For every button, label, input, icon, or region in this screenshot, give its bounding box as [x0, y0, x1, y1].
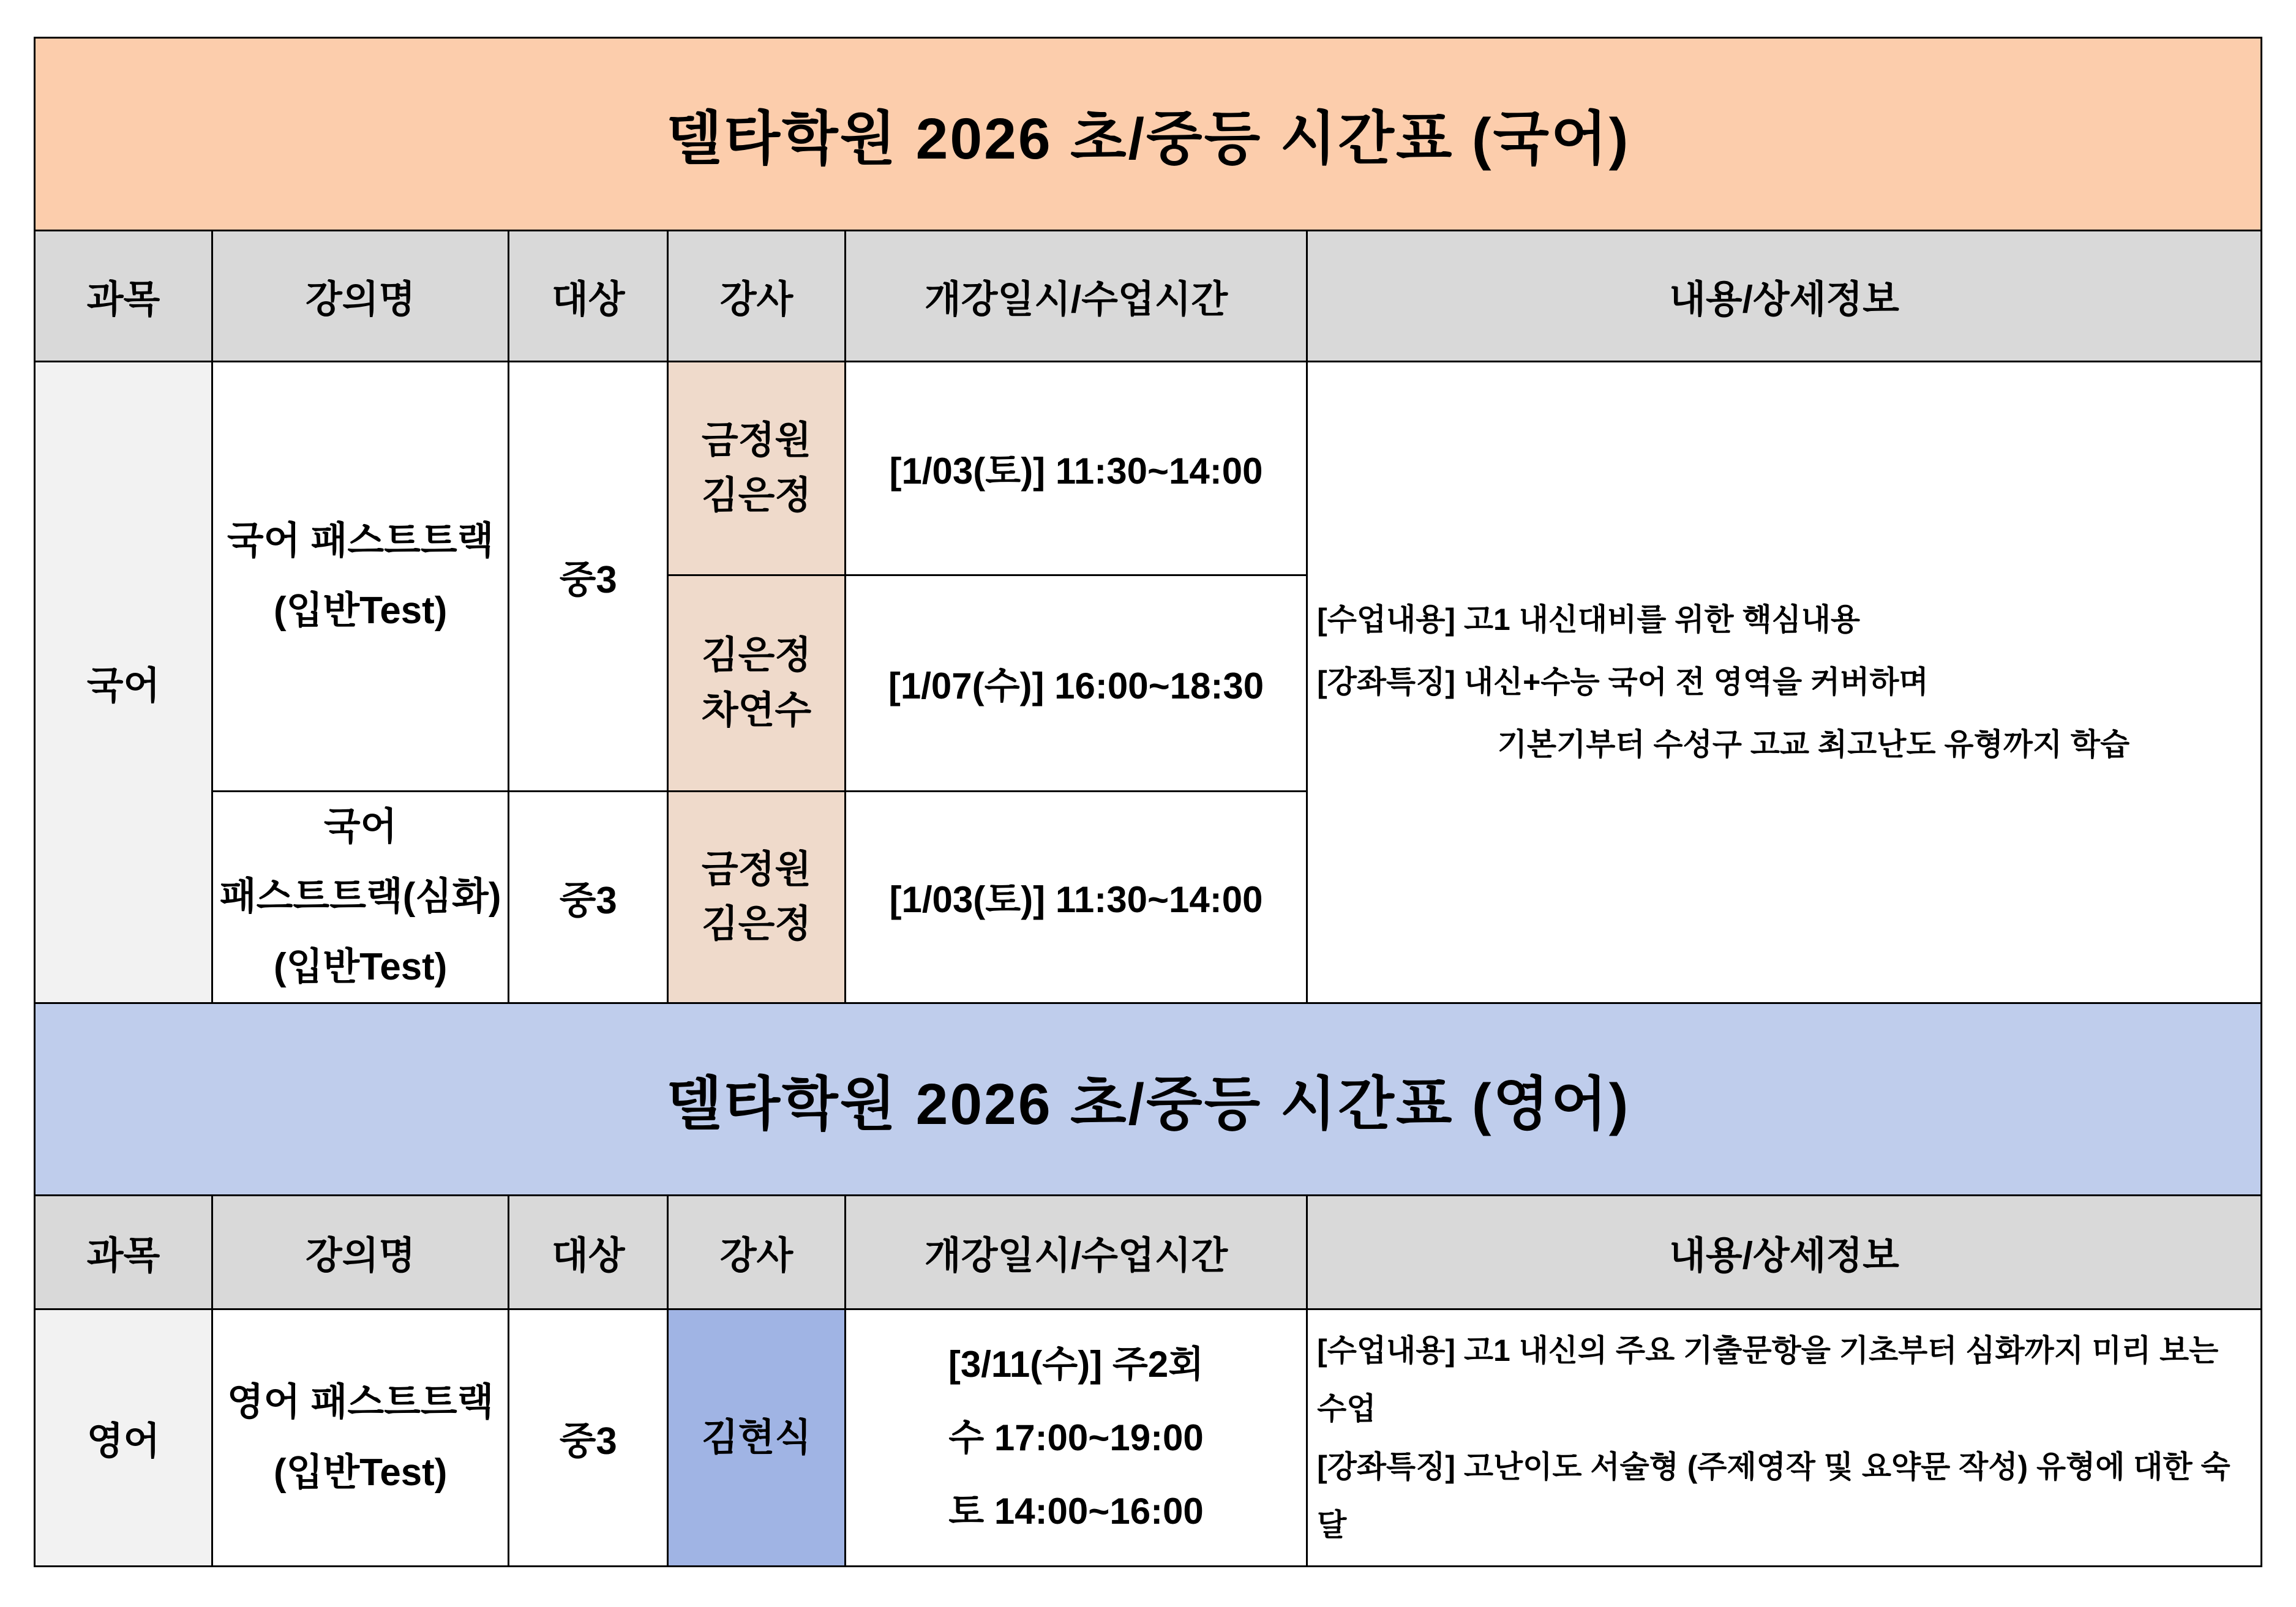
- english-course-name-line2: (입반Test): [274, 1451, 448, 1494]
- english-course-target-cell: 중3: [509, 1309, 668, 1567]
- korean-col-header-subject: 과목: [35, 230, 212, 361]
- korean-course2-target-cell: 중3: [509, 791, 668, 1003]
- english-course-teacher-cell: 김현식: [668, 1309, 846, 1567]
- korean-subject-cell: 국어: [35, 361, 212, 1003]
- korean-col-header-schedule: 개강일시/수업시간: [845, 230, 1307, 361]
- korean-timetable: [34, 230, 2262, 1005]
- english-col-header-subject: 과목: [35, 1196, 212, 1309]
- english-timetable: [34, 1194, 2262, 1567]
- korean-course2-name-cell: [212, 791, 508, 1003]
- english-time-line1: [3/11(수)] 주2회: [948, 1343, 1204, 1385]
- english-section-title-band: [34, 1002, 2262, 1197]
- english-row-1: [35, 1309, 2262, 1567]
- korean-session1-teacher1: 금정원: [701, 419, 812, 462]
- korean-session1-time-cell: [1/03(토)] 11:30~14:00: [845, 361, 1307, 575]
- korean-session1-teachers-cell: [668, 361, 846, 575]
- english-col-header-details: 내용/상세정보: [1307, 1196, 2262, 1309]
- korean-details-line1: [수업내용] 고1 내신대비를 위한 핵심내용: [1317, 602, 1861, 637]
- korean-course1-name-cell: [212, 361, 508, 791]
- english-col-header-schedule: 개강일시/수업시간: [845, 1196, 1307, 1309]
- korean-session2-teacher1: 김은정: [701, 634, 812, 676]
- korean-session2-teachers-cell: [668, 575, 846, 791]
- korean-course2-name-line1: 국어: [323, 805, 397, 848]
- korean-section-title: 델타학원 2026 초/중등 시간표 (국어): [666, 107, 1630, 172]
- korean-col-header-teacher: 강사: [668, 230, 846, 361]
- english-course-name-cell: [212, 1309, 508, 1567]
- english-course-name-line1: 영어 패스트트랙: [227, 1381, 494, 1424]
- english-header-row: [35, 1196, 2262, 1309]
- english-details-line1: [수업내용] 고1 내신의 주요 기출문항을 기초부터 심화까지 미리 보는 수업: [1317, 1333, 2219, 1426]
- english-col-header-target: 대상: [509, 1196, 668, 1309]
- korean-course2-teacher1: 금정원: [701, 848, 812, 891]
- korean-course2-time-cell: [1/03(토)] 11:30~14:00: [845, 791, 1307, 1003]
- korean-session2-time-cell: [1/07(수)] 16:00~18:30: [845, 575, 1307, 791]
- korean-session1-teacher2: 김은정: [701, 474, 812, 517]
- korean-col-header-details: 내용/상세정보: [1307, 230, 2262, 361]
- english-section-title: 델타학원 2026 초/중등 시간표 (영어): [666, 1071, 1630, 1137]
- english-time-line2: 수 17:00~19:00: [948, 1417, 1204, 1458]
- english-details-line2: [강좌특징] 고난이도 서술형 (주제영작 및 요약문 작성) 유형에 대한 숙달: [1317, 1449, 2230, 1542]
- korean-details-line2: [강좌특징] 내신+수능 국어 전 영역을 커버하며: [1317, 665, 1929, 700]
- korean-course2-name-line3: (입반Test): [274, 945, 448, 988]
- korean-course2-teachers-cell: [668, 791, 846, 1003]
- english-subject-cell: 영어: [35, 1309, 212, 1567]
- korean-course2-teacher2: 김은정: [701, 903, 812, 946]
- korean-course1-name-line2: (입반Test): [274, 590, 448, 632]
- english-col-header-teacher: 강사: [668, 1196, 846, 1309]
- korean-col-header-target: 대상: [509, 230, 668, 361]
- korean-course1-name-line1: 국어 패스트트랙: [227, 519, 494, 562]
- korean-course1-target-cell: 중3: [509, 361, 668, 791]
- korean-course2-name-line2: 패스트트랙(심화): [219, 875, 501, 918]
- korean-row-1: [35, 361, 2262, 575]
- english-details-cell: [1307, 1309, 2262, 1567]
- korean-details-line3: 기본기부터 수성구 고교 최고난도 유형까지 학습: [1497, 727, 2130, 762]
- korean-details-cell: [1307, 361, 2262, 1003]
- korean-session2-teacher2: 차연수: [701, 689, 812, 732]
- english-course-time-cell: [845, 1309, 1307, 1567]
- korean-col-header-course: 강의명: [212, 230, 508, 361]
- english-col-header-course: 강의명: [212, 1196, 508, 1309]
- korean-section-title-band: [34, 37, 2262, 231]
- korean-header-row: [35, 230, 2262, 361]
- english-time-line3: 토 14:00~16:00: [948, 1490, 1204, 1532]
